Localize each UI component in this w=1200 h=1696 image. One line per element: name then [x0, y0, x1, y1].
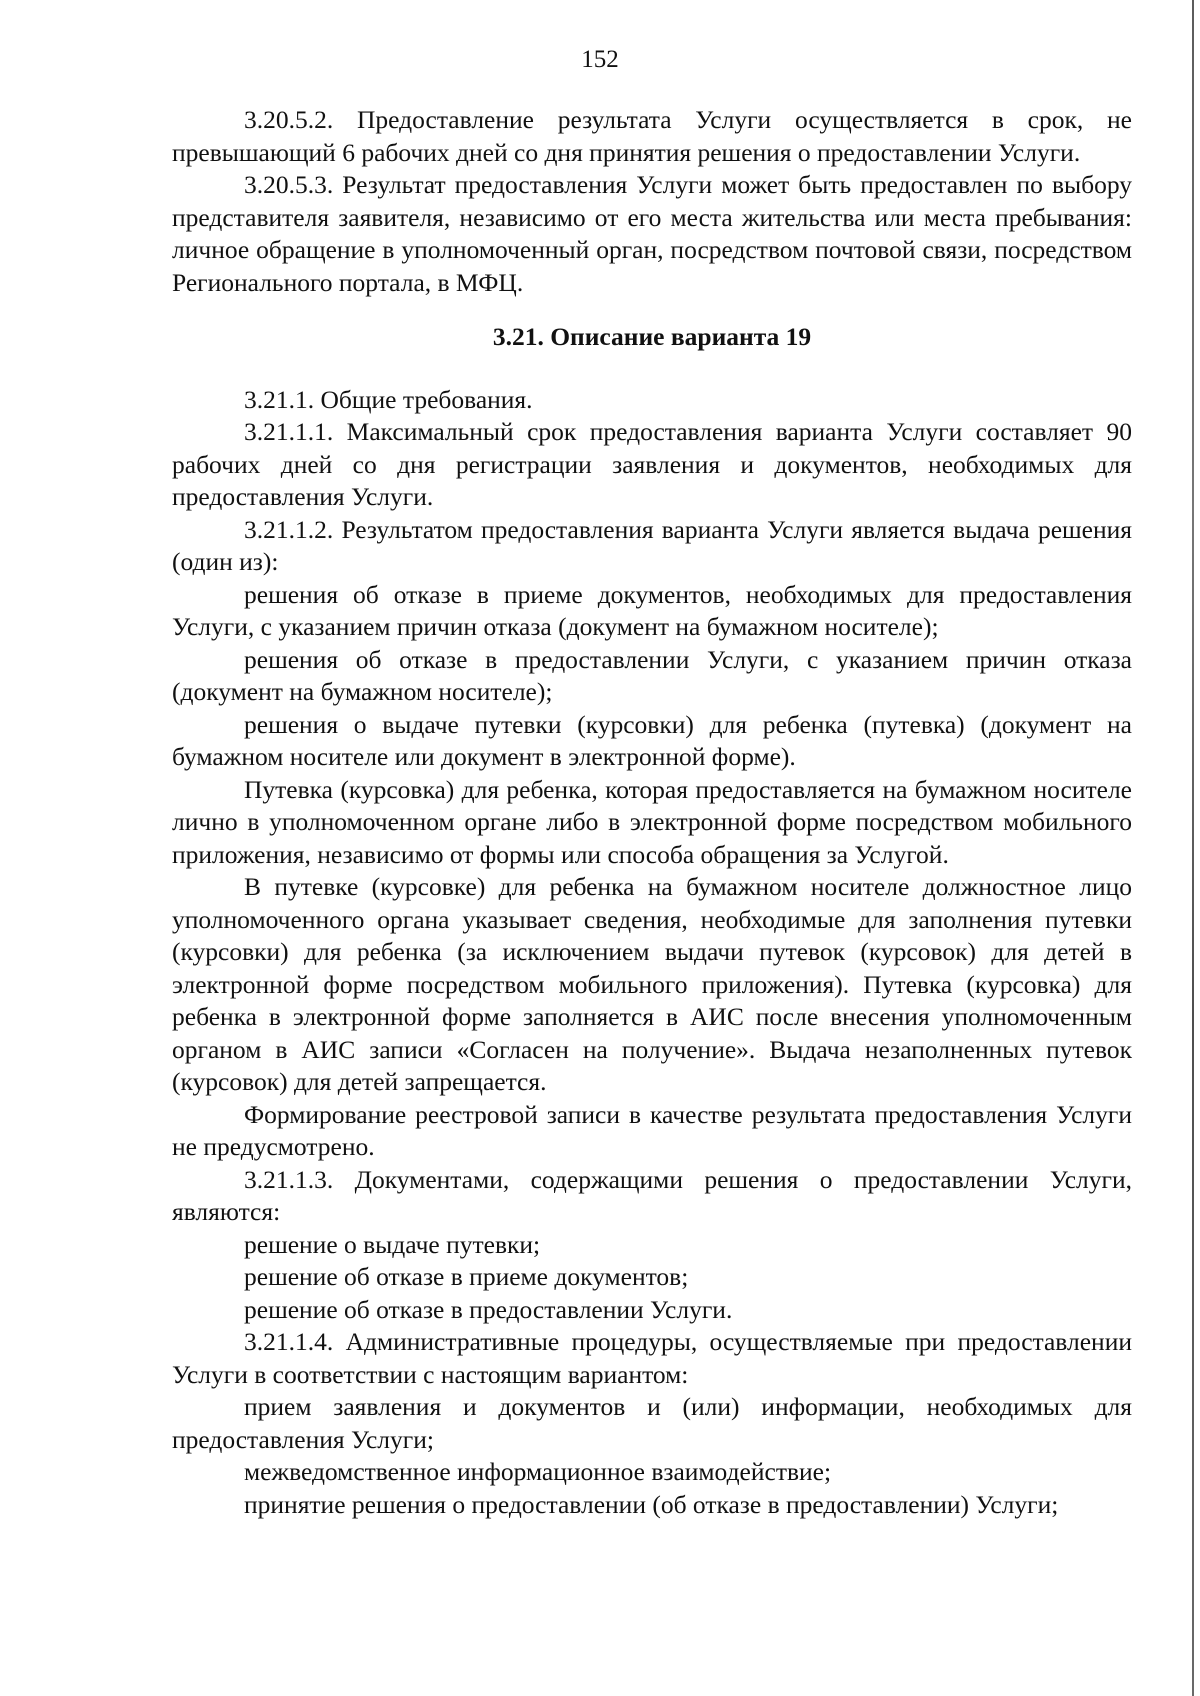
- paragraph: решение о выдаче путевки;: [244, 1229, 541, 1259]
- paragraph: принятие решения о предоставлении (об отказе в предоставлении) Услуги;: [244, 1489, 1059, 1519]
- paragraph: решения о выдаче путевки (курсовки) для ребенка (путевка) (документ на бумажном носителе или документ в электронной форме).: [172, 709, 1132, 771]
- paragraph: межведомственное информационное взаимодействие;: [244, 1457, 832, 1486]
- paragraph: 3.21.1.2. Результатом предоставления варианта Услуги является выдача решения (один из):: [172, 514, 1132, 576]
- paragraph: решение об отказе в приеме документов;: [244, 1262, 689, 1291]
- paragraph: решения об отказе в предоставлении Услуги, с указанием причин отказа (документ на бумажном носителе);: [172, 644, 1132, 706]
- paragraph: 3.21.1.3. Документами, содержащими решения о предоставлении Услуги, являются:: [172, 1164, 1132, 1226]
- paragraph: прием заявления и документов и (или) информации, необходимых для предоставления Услуги;: [172, 1392, 1132, 1454]
- paragraph: Формирование реестровой записи в качестве результата предоставления Услуги не предусмотрено.: [172, 1099, 1132, 1161]
- section-heading: 3.21. Описание варианта 19: [492, 322, 812, 351]
- paragraph: В путевке (курсовке) для ребенка на бумажном носителе должностное лицо уполномоченного органа указывает сведения, необходимые для заполнения путевки (курсовки) для ребенка (за исключением выдачи путевок (курсовок) для детей в электронной форме посредством мобильного приложения). Путевка (курсовка) для ребенка в электронной форме заполняется в АИС после внесения уполномоченным органом в АИС записи «Согласен на получение». Выдача незаполненных путевок (курсовок) для детей запрещается.: [172, 872, 1132, 1096]
- scan-edge-line: [1192, 0, 1194, 1696]
- paragraph: решения об отказе в приеме документов, необходимых для предоставления Услуги, с указанием причин отказа (документ на бумажном носителе);: [172, 579, 1132, 641]
- document-body: [172, 104, 1132, 1521]
- paragraph: 3.21.1.4. Административные процедуры, осуществляемые при предоставлении Услуги в соответствии с настоящим вариантом:: [172, 1327, 1132, 1389]
- paragraph: Путевка (курсовка) для ребенка, которая предоставляется на бумажном носителе лично в уполномоченном органе либо в электронной форме посредством мобильного приложения, независимо от формы или способа обращения за Услугой.: [172, 774, 1132, 869]
- paragraph: решение об отказе в предоставлении Услуги.: [244, 1294, 733, 1324]
- page-number: 152: [581, 46, 619, 73]
- paragraph: 3.21.1.1. Максимальный срок предоставления варианта Услуги составляет 90 рабочих дней со дня регистрации заявления и документов, необходимых для предоставления Услуги.: [172, 417, 1132, 511]
- paragraph: 3.20.5.3. Результат предоставления Услуги может быть предоставлен по выбору представителя заявителя, независимо от его места жительства или места пребывания: личное обращение в уполномоченный орган, посредством почтовой связи, посредством Регионального портала, в МФЦ.: [172, 170, 1132, 297]
- paragraph: 3.20.5.2. Предоставление результата Услуги осуществляется в срок, не превышающий 6 рабочих дней со дня принятия решения о предоставлении Услуги.: [172, 105, 1132, 167]
- paragraph: 3.21.1. Общие требования.: [244, 384, 533, 414]
